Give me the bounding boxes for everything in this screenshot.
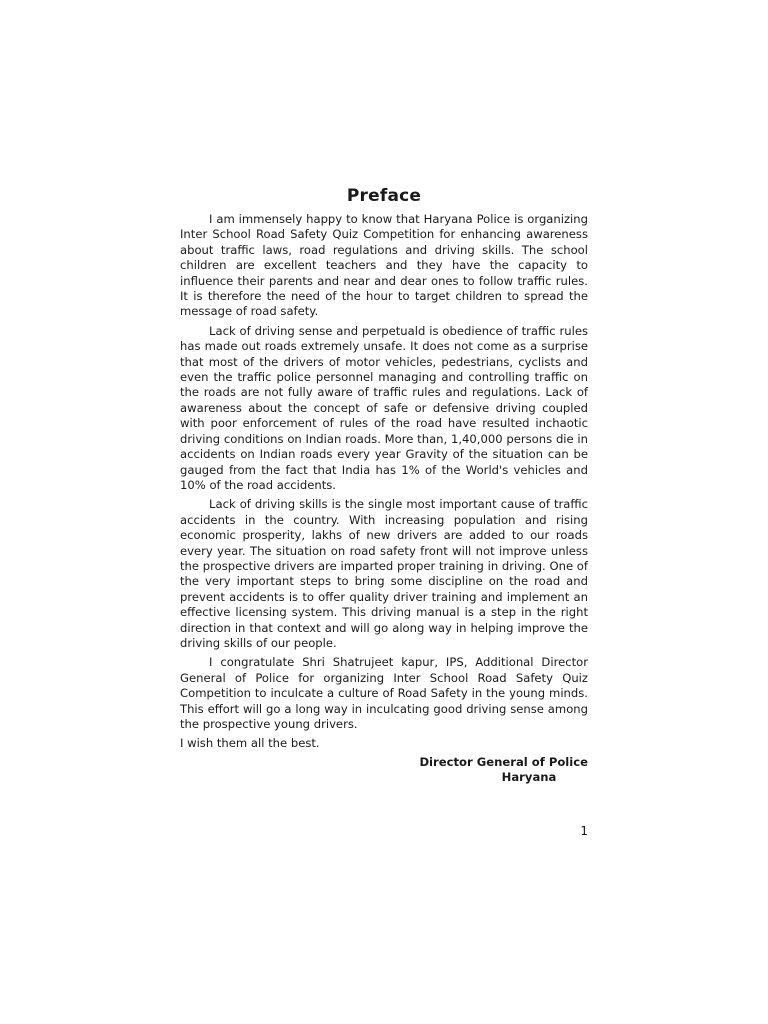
signature-location: Haryana <box>501 770 557 785</box>
paragraph-2: Lack of driving sense and perpetuald is obedience of traffic rules has made out roads extremely unsafe. It does not come as a surprise that most of the drivers of motor vehicles, pedestrians, cyclists and even the traffic police personnel managing and controlling traffic on the roads are not fully aware of traffic rules and regulations. Lack of awareness about the concept of safe or defensive driving coupled with poor enforcement of rules of the road have resulted inchaotic driving conditions on Indian roads. More than, 1,40,000 persons die in accidents on Indian roads every year Gravity of the situation can be gauged from the fact that India has 1% of the World's vehicles and 10% of the road accidents. <box>180 323 588 492</box>
page-title: Preface <box>346 186 422 206</box>
signature-title: Director General of Police <box>419 755 588 769</box>
page-number: 1 <box>580 824 588 838</box>
paragraph-1: I am immensely happy to know that Haryana Police is organizing Inter School Road Safety Quiz Competition for enhancing awareness about traffic laws, road regulations and driving skills. The school children are excellent teachers and they have the capacity to influence their parents and near and dear ones to follow traffic rules. It is therefore the need of the hour to target children to spread the message of road safety. <box>180 212 588 319</box>
preface-body <box>180 212 588 756</box>
paragraph-3: Lack of driving skills is the single most important cause of traffic accidents in the country. With increasing population and rising economic prosperity, lakhs of new drivers are added to our roads every year. The situation on road safety front will not improve unless the prospective drivers are imparted proper training in driving. One of the very important steps to bring some discipline on the road and prevent accidents is to offer quality driver training and implement an effective licensing system. This driving manual is a step in the right direction in that context and will go along way in helping improve the driving skills of our people. <box>180 497 588 650</box>
closing-line: I wish them all the best. <box>180 736 320 751</box>
signature-block <box>380 755 588 786</box>
paragraph-4: I congratulate Shri Shatrujeet kapur, IPS, Additional Director General of Police for organizing Inter School Road Safety Quiz Competition to inculcate a culture of Road Safety in the young minds. This effort will go a long way in inculcating good driving sense among the prospective young drivers. <box>180 655 588 731</box>
